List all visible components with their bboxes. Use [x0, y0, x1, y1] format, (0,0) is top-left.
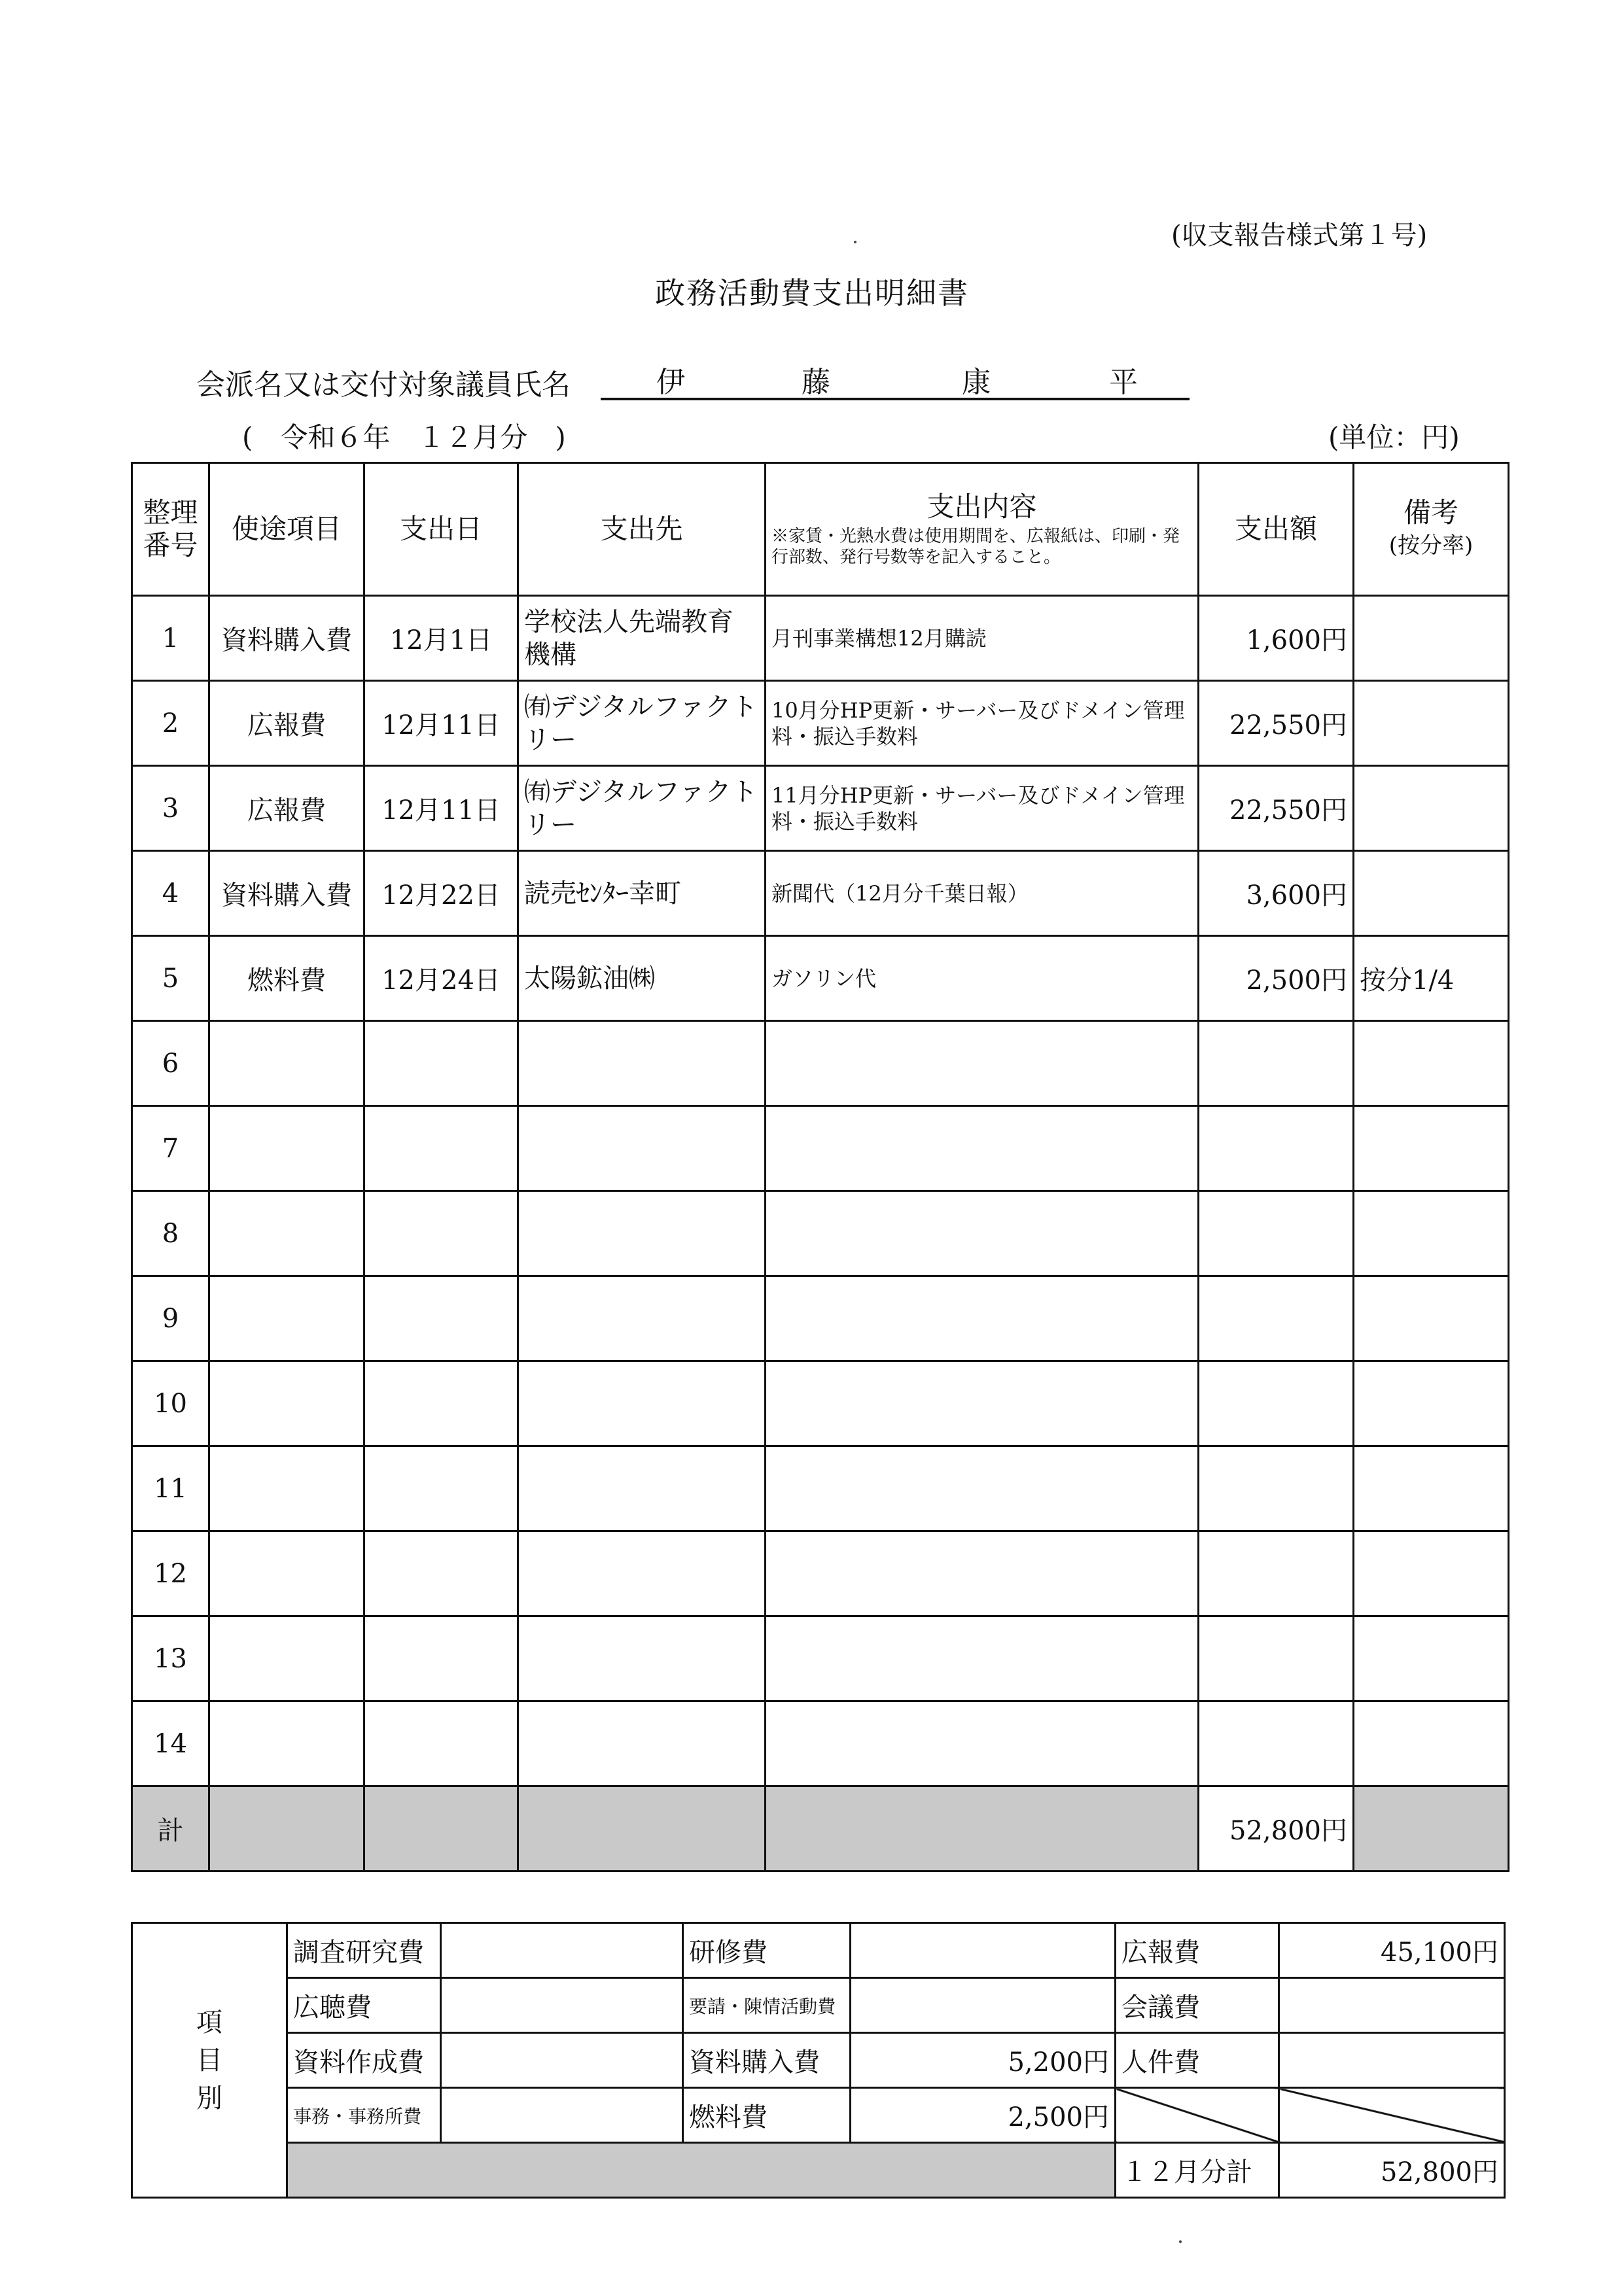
row-remarks: 按分1/4: [1354, 936, 1509, 1021]
row-amount: [1199, 1531, 1354, 1616]
row-payee: [518, 1446, 766, 1531]
expense-detail-table: [131, 462, 1509, 1872]
total-blank: [518, 1786, 766, 1871]
report-period: ( 令和６年 １２月分 ): [242, 421, 566, 453]
summary-value: [1279, 2033, 1505, 2088]
form-code: (収支報告様式第１号): [1171, 220, 1428, 251]
summary-label: 事務・事務所費: [287, 2088, 441, 2143]
summary-value: [441, 2088, 683, 2143]
row-payee: 太陽鉱油㈱: [518, 936, 766, 1021]
row-remarks: [1354, 1701, 1509, 1786]
row-amount: [1199, 1276, 1354, 1361]
total-label: 計: [132, 1786, 209, 1871]
member-name-char: 藤: [802, 366, 830, 399]
row-content: [766, 1446, 1199, 1531]
row-purpose: [209, 1616, 364, 1701]
row-remarks: [1354, 1106, 1509, 1191]
total-blank: [364, 1786, 518, 1871]
row-number: 1: [132, 596, 209, 681]
row-remarks: [1354, 1021, 1509, 1106]
row-date: 12月24日: [364, 936, 518, 1021]
row-payee: 学校法人先端教育機構: [518, 596, 766, 681]
header-content-note: ※家賃・光熱水費は使用期間を、広報紙は、印刷・発行部数、発行号数等を記入すること。: [771, 527, 1180, 567]
row-number: 7: [132, 1106, 209, 1191]
table-row: [132, 1446, 1509, 1531]
row-purpose: [209, 1701, 364, 1786]
row-purpose: [209, 1021, 364, 1106]
table-row: [132, 1616, 1509, 1701]
row-payee: 読売ｾﾝﾀｰ幸町: [518, 851, 766, 936]
row-amount: 22,550円: [1199, 681, 1354, 766]
summary-label: 燃料費: [683, 2088, 851, 2143]
header-no-line1: 整理: [143, 496, 198, 529]
summary-value: [851, 1978, 1116, 2033]
row-number: 14: [132, 1701, 209, 1786]
blank-diagonal-cell: [1116, 2088, 1279, 2143]
summary-value: [851, 1923, 1116, 1978]
table-row: [132, 1021, 1509, 1106]
summary-gray-band: [287, 2143, 1116, 2198]
row-amount: [1199, 1021, 1354, 1106]
member-name-char: 平: [1109, 366, 1138, 399]
row-remarks: [1354, 596, 1509, 681]
row-remarks: [1354, 1446, 1509, 1531]
row-purpose: [209, 1531, 364, 1616]
row-purpose: 広報費: [209, 766, 364, 851]
row-number: 10: [132, 1361, 209, 1446]
table-row: [132, 596, 1509, 681]
row-payee: ㈲デジタルファクトリー: [518, 681, 766, 766]
summary-value: [441, 2033, 683, 2088]
row-content: [766, 1106, 1199, 1191]
row-date: [364, 1446, 518, 1531]
row-payee: [518, 1616, 766, 1701]
row-content: 11月分HP更新・サーバー及びドメイン管理料・振込手数料: [766, 766, 1199, 851]
row-amount: 22,550円: [1199, 766, 1354, 851]
row-number: 2: [132, 681, 209, 766]
row-date: [364, 1531, 518, 1616]
summary-label: 資料購入費: [683, 2033, 851, 2088]
row-content: 10月分HP更新・サーバー及びドメイン管理料・振込手数料: [766, 681, 1199, 766]
summary-label: 人件費: [1116, 2033, 1279, 2088]
row-date: 12月22日: [364, 851, 518, 936]
member-label: 会派名又は交付対象議員氏名: [196, 368, 571, 402]
total-row: [132, 1786, 1509, 1871]
header-remarks-title: 備考: [1403, 496, 1458, 529]
row-number: 12: [132, 1531, 209, 1616]
row-amount: 3,600円: [1199, 851, 1354, 936]
row-purpose: [209, 1446, 364, 1531]
row-payee: [518, 1361, 766, 1446]
row-remarks: [1354, 851, 1509, 936]
row-amount: [1199, 1191, 1354, 1276]
table-row: [132, 851, 1509, 936]
row-payee: [518, 1701, 766, 1786]
member-name-char: 康: [962, 366, 991, 399]
header-no: [132, 463, 209, 596]
table-row: [132, 766, 1509, 851]
row-date: [364, 1616, 518, 1701]
row-date: [364, 1021, 518, 1106]
summary-label: 会議費: [1116, 1978, 1279, 2033]
row-amount: 2,500円: [1199, 936, 1354, 1021]
row-amount: [1199, 1361, 1354, 1446]
row-payee: [518, 1531, 766, 1616]
row-payee: [518, 1021, 766, 1106]
row-date: 12月11日: [364, 766, 518, 851]
scan-speck: [854, 241, 856, 243]
row-number: 6: [132, 1021, 209, 1106]
blank-diagonal-cell: [1279, 2088, 1505, 2143]
row-date: 12月11日: [364, 681, 518, 766]
row-date: [364, 1106, 518, 1191]
member-name: [601, 358, 1190, 400]
table-row: [132, 1361, 1509, 1446]
header-amount: 支出額: [1199, 463, 1354, 596]
row-date: [364, 1701, 518, 1786]
row-remarks: [1354, 1616, 1509, 1701]
summary-value: [441, 1923, 683, 1978]
monthly-total-value: 52,800円: [1279, 2143, 1505, 2198]
row-amount: [1199, 1106, 1354, 1191]
header-content: [766, 463, 1199, 596]
summary-value: [1279, 1978, 1505, 2033]
summary-value: 2,500円: [851, 2088, 1116, 2143]
header-date: 支出日: [364, 463, 518, 596]
header-remarks: [1354, 463, 1509, 596]
row-remarks: [1354, 1361, 1509, 1446]
row-purpose: 資料購入費: [209, 596, 364, 681]
summary-label: 要請・陳情活動費: [683, 1978, 851, 2033]
row-remarks: [1354, 1191, 1509, 1276]
monthly-total-label: １２月分計: [1116, 2143, 1279, 2198]
row-content: [766, 1361, 1199, 1446]
row-content: [766, 1531, 1199, 1616]
row-date: [364, 1276, 518, 1361]
row-date: [364, 1191, 518, 1276]
member-name-char: 伊: [656, 366, 685, 399]
row-payee: [518, 1191, 766, 1276]
row-amount: [1199, 1701, 1354, 1786]
side-char: 別: [196, 2083, 222, 2113]
row-number: 3: [132, 766, 209, 851]
side-char: 目: [196, 2045, 222, 2076]
total-blank: [766, 1786, 1199, 1871]
row-content: 月刊事業構想12月購読: [766, 596, 1199, 681]
table-row: [132, 681, 1509, 766]
total-amount: 52,800円: [1199, 1786, 1354, 1871]
row-purpose: 燃料費: [209, 936, 364, 1021]
summary-label: 資料作成費: [287, 2033, 441, 2088]
side-char: 項: [196, 2007, 222, 2038]
summary-value: 45,100円: [1279, 1923, 1505, 1978]
row-purpose: [209, 1276, 364, 1361]
table-header-row: [132, 463, 1509, 596]
table-row: [132, 936, 1509, 1021]
row-purpose: [209, 1106, 364, 1191]
row-payee: [518, 1106, 766, 1191]
header-no-line2: 番号: [143, 529, 198, 561]
row-number: 4: [132, 851, 209, 936]
row-payee: [518, 1276, 766, 1361]
total-blank: [1354, 1786, 1509, 1871]
row-number: 8: [132, 1191, 209, 1276]
row-content: [766, 1616, 1199, 1701]
row-remarks: [1354, 1276, 1509, 1361]
row-purpose: [209, 1361, 364, 1446]
row-date: 12月1日: [364, 596, 518, 681]
row-remarks: [1354, 681, 1509, 766]
category-summary-table: [131, 1922, 1506, 2199]
table-row: [132, 1701, 1509, 1786]
summary-value: [441, 1978, 683, 2033]
total-blank: [209, 1786, 364, 1871]
header-payee: 支出先: [518, 463, 766, 596]
summary-label: 広聴費: [287, 1978, 441, 2033]
row-amount: [1199, 1616, 1354, 1701]
row-number: 13: [132, 1616, 209, 1701]
header-content-title: 支出内容: [927, 491, 1037, 523]
summary-label: 研修費: [683, 1923, 851, 1978]
row-remarks: [1354, 766, 1509, 851]
row-content: [766, 1701, 1199, 1786]
table-row: [132, 1531, 1509, 1616]
row-content: ガソリン代: [766, 936, 1199, 1021]
table-row: [132, 1106, 1509, 1191]
scan-speck: [1179, 2240, 1182, 2243]
table-row: [132, 1276, 1509, 1361]
row-content: [766, 1021, 1199, 1106]
row-amount: [1199, 1446, 1354, 1531]
summary-side-label: [132, 1923, 287, 2198]
row-amount: 1,600円: [1199, 596, 1354, 681]
row-number: 9: [132, 1276, 209, 1361]
row-purpose: 資料購入費: [209, 851, 364, 936]
row-content: 新聞代（12月分千葉日報）: [766, 851, 1199, 936]
summary-label: 広報費: [1116, 1923, 1279, 1978]
header-remarks-sub: (按分率): [1388, 532, 1474, 559]
row-date: [364, 1361, 518, 1446]
row-number: 11: [132, 1446, 209, 1531]
row-remarks: [1354, 1531, 1509, 1616]
row-purpose: 広報費: [209, 681, 364, 766]
row-content: [766, 1191, 1199, 1276]
row-content: [766, 1276, 1199, 1361]
row-purpose: [209, 1191, 364, 1276]
table-row: [132, 1191, 1509, 1276]
summary-label: 調査研究費: [287, 1923, 441, 1978]
header-purpose: 使途項目: [209, 463, 364, 596]
page-title: 政務活動費支出明細書: [655, 275, 969, 311]
row-payee: ㈲デジタルファクトリー: [518, 766, 766, 851]
summary-value: 5,200円: [851, 2033, 1116, 2088]
row-number: 5: [132, 936, 209, 1021]
unit-label: (単位：円): [1328, 421, 1460, 453]
